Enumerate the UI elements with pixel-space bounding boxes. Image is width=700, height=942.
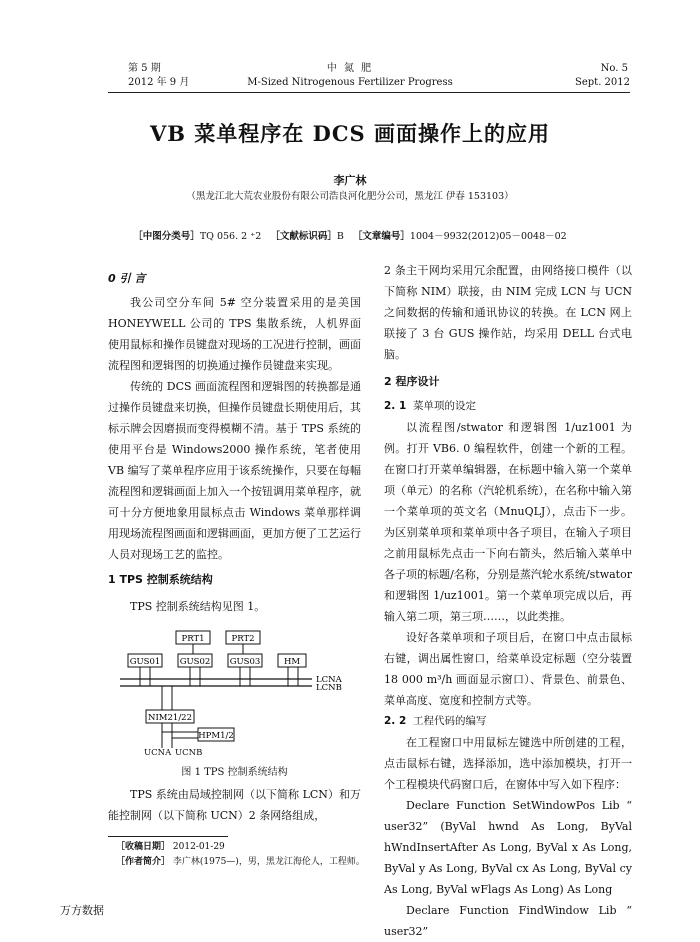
section-2-heading: 2 程序设计 — [384, 375, 440, 388]
code-paragraph: Declare Function SetWindowPos Lib “ user32” (ByVal hwnd As Long, ByVal hWndInsertAfter As Long, ByVal x As Long, ByVal y As Long, ByVal cx As Long, ByVal cy As Long, ByVal wFlags As Long) As Long — [384, 799, 632, 896]
paragraph: TPS 系统由局域控制网（以下简称 LCN）和万能控制网（以下简称 UCN）2 条网络组成， — [108, 788, 361, 822]
figure-1-caption: 图 1 TPS 控制系统结构 — [181, 767, 288, 778]
header-journal-cn: 中 氮 肥 — [326, 63, 374, 74]
author: 李广林 — [333, 174, 367, 187]
lcnb-label: LCNB — [316, 683, 342, 693]
hpm-label: HPM1/2 — [198, 731, 234, 741]
footnote-author-bio — [116, 855, 365, 869]
prt2-label: PRT2 — [231, 634, 255, 644]
paragraph: 在工程窗口中用鼠标左键选中所创建的工程，点击鼠标右键，选择添加，选中添加模块，打开一个工程模块代码窗口后，在窗体中写入如下程序： — [384, 736, 632, 791]
doc-code-value: B — [336, 231, 344, 242]
paragraph: 我公司空分车间 5# 空分装置采用的是美国 HONEYWELL 公司的 TPS 集散系统，人机界面使用鼠标和操作员键盘对现场的工况进行控制，画面流程图和逻辑图的切换通过操作员键盘来实现。 — [108, 296, 361, 372]
gus02-label: GUS02 — [179, 657, 211, 667]
section-1-heading: 1 TPS 控制系统结构 — [108, 573, 213, 586]
subsection-2-1-heading — [384, 396, 632, 417]
left-column — [108, 268, 361, 617]
paragraph: 以流程图/stwator 和逻辑图 1/uz1001 为例。打开 VB6. 0 编程软件，创建一个新的工程。在窗口打开菜单编辑器，在标题中输入第一个菜单项（单元）的名称（汽轮机系统），在名称中输入第一个菜单项的英文名（MnuQLJ），点击下一步。为区别菜单项和菜单项中各子项目，在输入子项目之前用鼠标先点击一下向右箭头，然后输入菜单中各子项的标题/名称，分别是蒸汽轮水系统/stwator 和逻辑图 1/uz1001。第一个菜单项完成以后，再输入第二项，第三项……，以此类推。 — [384, 421, 632, 623]
paragraph: 传统的 DCS 画面流程图和逻辑图的转换都是通过操作员键盘来切换，但操作员键盘长期使用后，其标示牌会因磨损而变得模糊不清。基于 TPS 系统的使用平台是 Windows2000 操作系统，笔者使用 VB 编写了菜单程序应用于该系统操作，只要在每幅流程图和逻辑画面上加入一个按钮调用菜单程序，就可十分方便地象用鼠标点击 Windows 菜单那样调用现场流程图画面和逻辑画面，更加方便了工艺运行人员对现场工艺的监控。 — [108, 380, 361, 561]
gus03-label: GUS03 — [229, 657, 261, 667]
hm-label: HM — [283, 657, 301, 667]
article-no-label: ［文章编号］ — [352, 231, 410, 242]
paragraph: TPS 控制系统结构见图 1。 — [130, 600, 266, 613]
gus01-label: GUS01 — [129, 657, 161, 667]
paragraph: 设好各菜单项和子项目后，在窗口中点击鼠标右键，调出属性窗口，给菜单设定标题（空分装置 18 000 m³/h 画面显示窗口）、背景色、前景色、菜单高度、宽度和控制方式等。 — [384, 631, 632, 707]
article-title: VB 菜单程序在 DCS 画面操作上的应用 — [149, 121, 551, 146]
header-rule — [108, 92, 630, 93]
header-issue-en: No. 5 — [600, 63, 628, 74]
subsection-title: 菜单项的设定 — [412, 400, 476, 412]
figure-1-diagram — [112, 628, 362, 750]
header-issue: 第 5 期 — [128, 63, 161, 74]
received-label: ［收稿日期］ — [116, 842, 171, 852]
prt1-label: PRT1 — [181, 634, 205, 644]
ucnb-label: UCNB — [175, 748, 203, 758]
header-date-cn: 2012 年 9 月 — [128, 77, 190, 88]
article-no-value: 1004－9932(2012)05－0048－02 — [409, 231, 567, 242]
watermark: 万方数据 — [60, 904, 104, 917]
doc-code-label: ［文献标识码］ — [270, 231, 337, 242]
nim-label: NIM21/22 — [148, 713, 192, 723]
classification-line — [0, 228, 700, 242]
subsection-number: 2. 1 — [384, 400, 407, 412]
paragraph: 2 条主干网均采用冗余配置，由网络接口模件（以下简称 NIM）联接，由 NIM 完成 LCN 与 UCN 之间数据的传输和通讯协议的转换。在 LCN 网上联接了 3 台 GUS 操作站，均采用 DELL 台式电脑。 — [384, 264, 632, 361]
lcna-label: LCNA — [316, 675, 342, 685]
clc-value: TQ 056. 2 ⁺2 — [199, 231, 262, 242]
subsection-title: 工程代码的编写 — [412, 715, 487, 727]
section-0-heading: 0 引 言 — [108, 272, 146, 285]
right-column — [384, 260, 632, 942]
bio-label: ［作者简介］ — [116, 857, 171, 867]
code-paragraph: Declare Function FindWindow Lib “ user32” — [384, 904, 632, 938]
ucna-label: UCNA — [144, 748, 172, 758]
bio-text: 李广林(1975—)，男，黑龙江海伦人，工程师。 — [172, 857, 365, 867]
header-journal-en: M-Sized Nitrogenous Fertilizer Progress — [247, 77, 453, 88]
footnote-rule — [108, 836, 228, 837]
footnote-received — [116, 840, 225, 854]
affiliation: （黑龙江北大荒农业股份有限公司浩良河化肥分公司，黑龙江 伊春 153103） — [186, 191, 514, 202]
header-date-en: Sept. 2012 — [575, 77, 630, 88]
subsection-number: 2. 2 — [384, 715, 407, 727]
subsection-2-2-heading — [384, 711, 632, 732]
clc-label: ［中图分类号］ — [133, 231, 200, 242]
received-date: 2012-01-29 — [172, 842, 225, 852]
left-column-continued — [108, 784, 361, 826]
